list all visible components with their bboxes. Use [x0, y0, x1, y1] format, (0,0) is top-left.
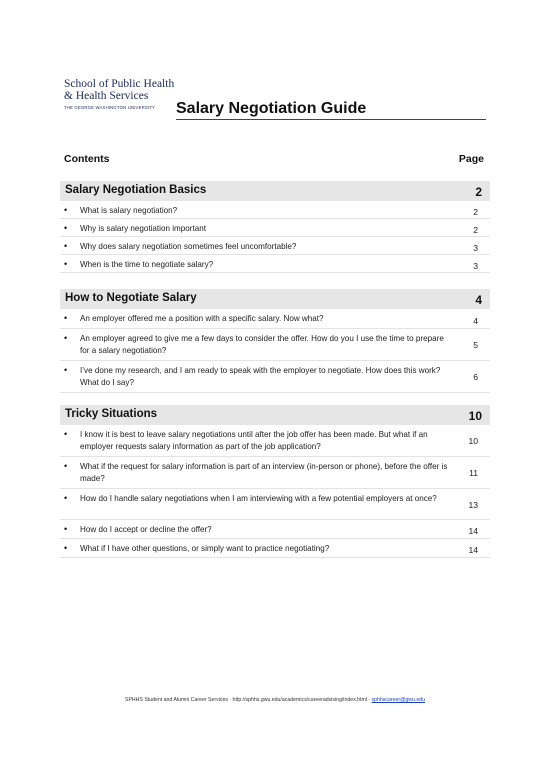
section-page: 2	[475, 185, 482, 199]
bullet-icon: •	[64, 205, 68, 215]
toc-entry-page: 4	[473, 316, 478, 326]
toc-entry-text: An employer offered me a position with a specific salary. Now what?	[80, 314, 324, 323]
contents-label: Contents	[64, 153, 110, 165]
toc-entry[interactable]	[60, 425, 490, 457]
toc-entry-text: What is salary negotiation?	[80, 206, 178, 215]
toc-section-how-to	[60, 289, 490, 393]
logo-line-2: & Health Services	[64, 90, 149, 102]
toc-entry-text: Why does salary negotiation sometimes feel uncomfortable?	[80, 242, 297, 251]
toc-entry-page: 11	[469, 468, 478, 478]
toc-entry-page: 2	[473, 225, 478, 235]
section-title: Salary Negotiation Basics	[65, 184, 207, 196]
toc-entry-text: I’ve done my research, and I am ready to speak with the employer to negotiate. How does this work? What do I say?	[80, 366, 441, 387]
toc-entry-page: 2	[473, 207, 478, 217]
toc-entry-text: Why is salary negotiation important	[80, 224, 206, 233]
section-heading[interactable]	[60, 181, 490, 201]
school-logo	[64, 78, 174, 110]
toc-entry[interactable]	[60, 539, 490, 558]
logo-line-1: School of Public Health	[64, 78, 175, 90]
bullet-icon: •	[64, 241, 68, 251]
toc-entry[interactable]	[60, 329, 490, 361]
bullet-icon: •	[64, 429, 68, 439]
toc-entry-text: I know it is best to leave salary negotiations until after the job offer has been made. But what if an employer requests salary information as part of the job application?	[80, 430, 428, 451]
footer-text: SPHHS Student and Alumni Career Services · http://sphhs.gwu.edu/academics/careeradvising/index.html ·	[125, 697, 372, 703]
bullet-icon: •	[64, 223, 68, 233]
page-column-label: Page	[458, 153, 484, 165]
toc-entry-page: 14	[468, 526, 478, 536]
toc-entry-page: 6	[473, 372, 478, 382]
bullet-icon: •	[64, 493, 68, 503]
section-title: How to Negotiate Salary	[65, 292, 197, 304]
toc-entry[interactable]	[60, 457, 490, 489]
toc-entry-text: When is the time to negotiate salary?	[80, 260, 214, 269]
toc-entry-text: An employer agreed to give me a few days to consider the offer. How do you I use the time to prepare for a salary negotiation?	[80, 334, 444, 355]
toc-entry-text: How do I accept or decline the offer?	[80, 525, 212, 534]
toc-entry[interactable]	[60, 489, 490, 520]
toc-entry-page: 3	[473, 261, 478, 271]
section-page: 4	[475, 293, 482, 307]
bullet-icon: •	[64, 524, 68, 534]
page-footer	[0, 697, 550, 703]
toc-entry[interactable]	[60, 201, 490, 219]
title-divider	[176, 119, 486, 120]
toc-entry[interactable]	[60, 255, 490, 273]
toc-entry-text: How do I handle salary negotiations when I am interviewing with a few potential employers at once?	[80, 494, 437, 503]
toc-section-basics	[60, 181, 490, 273]
footer-email-link[interactable]: sphhscareer@gwu.edu	[371, 697, 425, 703]
section-heading[interactable]	[60, 289, 490, 309]
toc-entry[interactable]	[60, 309, 490, 329]
toc-entry-page: 10	[468, 436, 478, 446]
toc-entry-text: What if I have other questions, or simply want to practice negotiating?	[80, 544, 330, 553]
bullet-icon: •	[64, 365, 68, 375]
toc-entry-page: 3	[473, 243, 478, 253]
section-title: Tricky Situations	[65, 408, 158, 420]
contents-header	[64, 153, 486, 165]
bullet-icon: •	[64, 259, 68, 269]
section-page: 10	[468, 409, 482, 423]
bullet-icon: •	[64, 313, 68, 323]
toc-entry[interactable]	[60, 219, 490, 237]
toc-entry-page: 13	[468, 500, 478, 510]
toc-section-tricky	[60, 405, 490, 558]
logo-university: THE GEORGE WASHINGTON UNIVERSITY	[64, 105, 155, 110]
document-title: Salary Negotiation Guide	[176, 100, 367, 117]
bullet-icon: •	[64, 333, 68, 343]
bullet-icon: •	[64, 461, 68, 471]
toc-entry-page: 5	[473, 340, 478, 350]
toc-entry-page: 14	[468, 545, 478, 555]
toc-entry[interactable]	[60, 237, 490, 255]
toc-entry[interactable]	[60, 361, 490, 393]
section-heading[interactable]	[60, 405, 490, 425]
toc-entry-text: What if the request for salary information is part of an interview (in-person or phone), before the offer is made?	[80, 462, 448, 483]
toc-entry[interactable]	[60, 520, 490, 539]
bullet-icon: •	[64, 543, 68, 553]
